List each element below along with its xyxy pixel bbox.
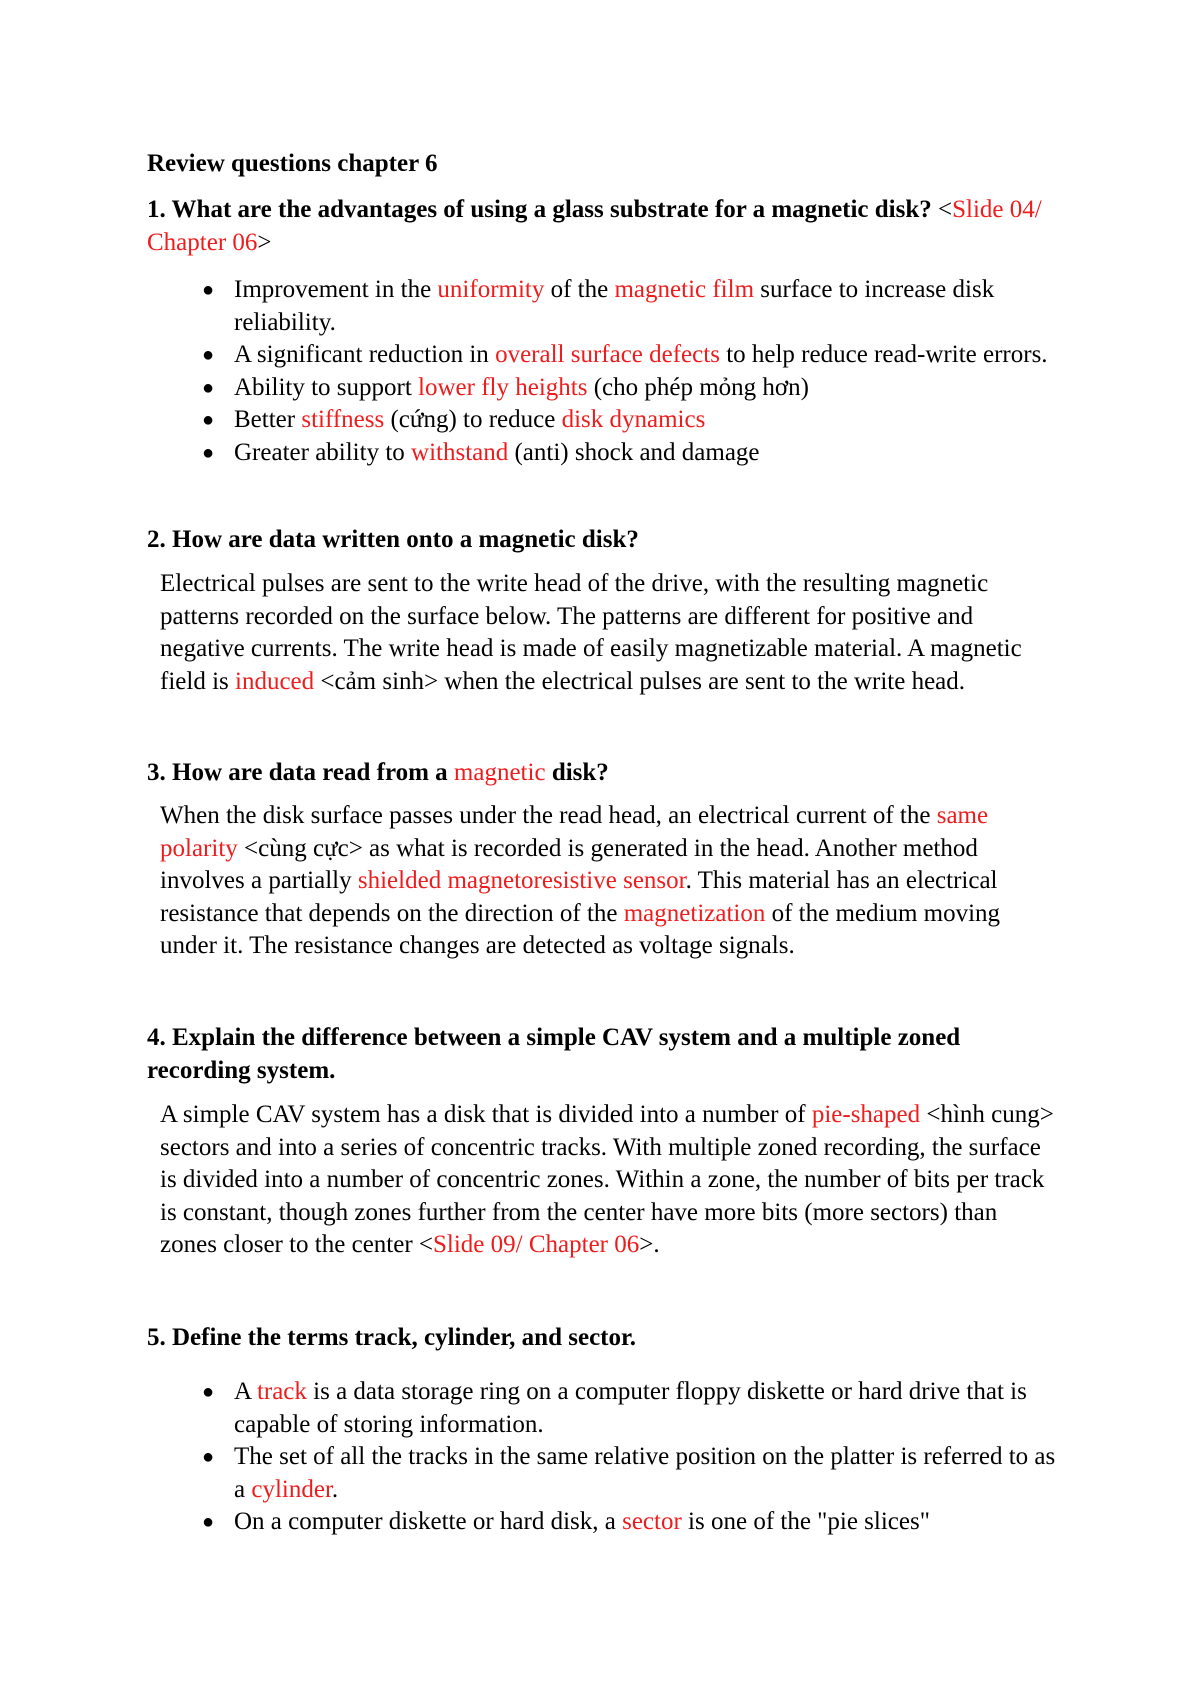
text-run: (cho phép mỏng hơn) [587,373,809,401]
text-run: is one of the "pie slices" [681,1508,930,1536]
question-3-heading [147,756,1067,789]
text-run: is a data storage ring on a computer floppy diskette or hard drive that is capable of storing information. [234,1378,1027,1438]
highlight-term: cylinder [251,1475,332,1503]
text-run: . This material has an electrical resistance that depends on the direction of the [160,867,998,927]
text-run: <hình cung> sectors and into a series of concentric tracks. With multiple zoned recording, the surface is divided into a number of concentric zones. Within a zone, the number of bits per track is constant, though zones further from the center have more bits (more sectors) than zones closer to the center < [160,1101,1054,1259]
highlight-term: same polarity [160,802,989,862]
answer-2-paragraph [160,568,1060,698]
text-run: of the medium moving under it. The resistance changes are detected as voltage signals. [160,899,1001,960]
highlight-term: track [256,1378,307,1405]
text-run: Improvement in the [234,276,438,303]
text-run: Ability to support [234,373,419,401]
question-1-bullet-list [160,274,1060,470]
bullet-icon: ● [202,344,215,367]
text-run: <cảm sinh> when the electrical pulses are sent to the write head. [314,667,966,695]
bullet-icon: ● [202,376,215,399]
text-run: The set of all the tracks in the same relative position on the platter is referred to as a [234,1443,1056,1503]
highlight-term: uniformity [437,276,545,303]
text-run: <cùng cực> as what is recorded is generated in the head. Another method involves a partially [160,834,978,895]
text-run: Better [234,406,302,434]
question-1-ref-open: < [938,196,953,223]
text-run: . [331,1475,339,1503]
text-run: disk? [545,759,609,786]
question-4-heading: 4. Explain the difference between a simple CAV system and a multiple zoned recording system. [147,1024,961,1084]
bullet-icon: ● [202,441,215,464]
answer-3-paragraph [160,800,1060,963]
question-1-number: 1. [147,196,166,223]
question-1-text: What are the advantages of using a glass substrate for a magnetic disk? [165,196,939,223]
list-item [160,1376,1060,1441]
highlight-term: shielded magnetoresistive sensor [357,867,686,895]
question-1-heading [147,193,1067,259]
text-run: 3. How are data read from a [147,759,454,786]
highlight-term: overall surface defects [495,341,720,369]
highlight-term: Slide 09/ Chapter 06 [433,1231,640,1259]
list-item [160,404,1060,437]
highlight-term: magnetic film [614,276,755,303]
text-run: When the disk surface passes under the read head, an electrical current of the [160,802,937,829]
highlight-term: lower fly heights [418,373,588,401]
highlight-term: magnetic [453,759,546,786]
question-2-heading: 2. How are data written onto a magnetic disk? [147,526,639,553]
text-run: Greater ability to [234,438,412,466]
text-run: (cứng) to reduce [384,406,562,434]
question-5-heading: 5. Define the terms track, cylinder, and sector. [147,1324,637,1351]
bullet-icon: ● [202,1446,215,1469]
text-run: >. [639,1231,660,1259]
bullet-icon: ● [202,1381,215,1403]
highlight-term: induced [235,667,315,695]
highlight-term: stiffness [301,406,385,434]
question-1-ref-close: > [257,229,272,256]
text-run: (anti) shock and damage [508,438,760,466]
list-item [160,1506,1060,1539]
text-run: On a computer diskette or hard disk, a [234,1508,623,1536]
list-item [160,274,1060,339]
page-title: Review questions chapter 6 [147,150,438,177]
bullet-icon: ● [202,279,215,301]
list-item [160,372,1060,405]
text-run: A simple CAV system has a disk that is divided into a number of [160,1101,812,1128]
bullet-icon: ● [202,409,215,432]
question-1-slide-ref: Slide 04/ Chapter 06 [147,196,1042,256]
highlight-term: pie-shaped [811,1101,921,1128]
text-run: A significant reduction in [234,341,496,369]
text-run: to help reduce read-write errors. [719,341,1048,369]
list-item [160,1441,1060,1506]
question-5-bullet-list [160,1376,1060,1539]
text-run: A [234,1378,257,1405]
list-item [160,339,1060,372]
bullet-icon: ● [202,1511,215,1534]
highlight-term: magnetization [623,899,766,927]
answer-4-paragraph [160,1099,1060,1262]
text-run: Electrical pulses are sent to the write head of the drive, with the resulting magnetic patterns recorded on the surface below. The patterns are different for positive and negative currents. The write head is made of easily magnetizable material. A magnetic field is [160,570,1022,695]
text-run: of the [544,276,615,303]
highlight-term: disk dynamics [561,406,706,434]
list-item [160,437,1060,470]
highlight-term: sector [622,1508,682,1536]
text-run: surface to increase disk reliability. [234,276,995,336]
highlight-term: withstand [411,438,509,466]
